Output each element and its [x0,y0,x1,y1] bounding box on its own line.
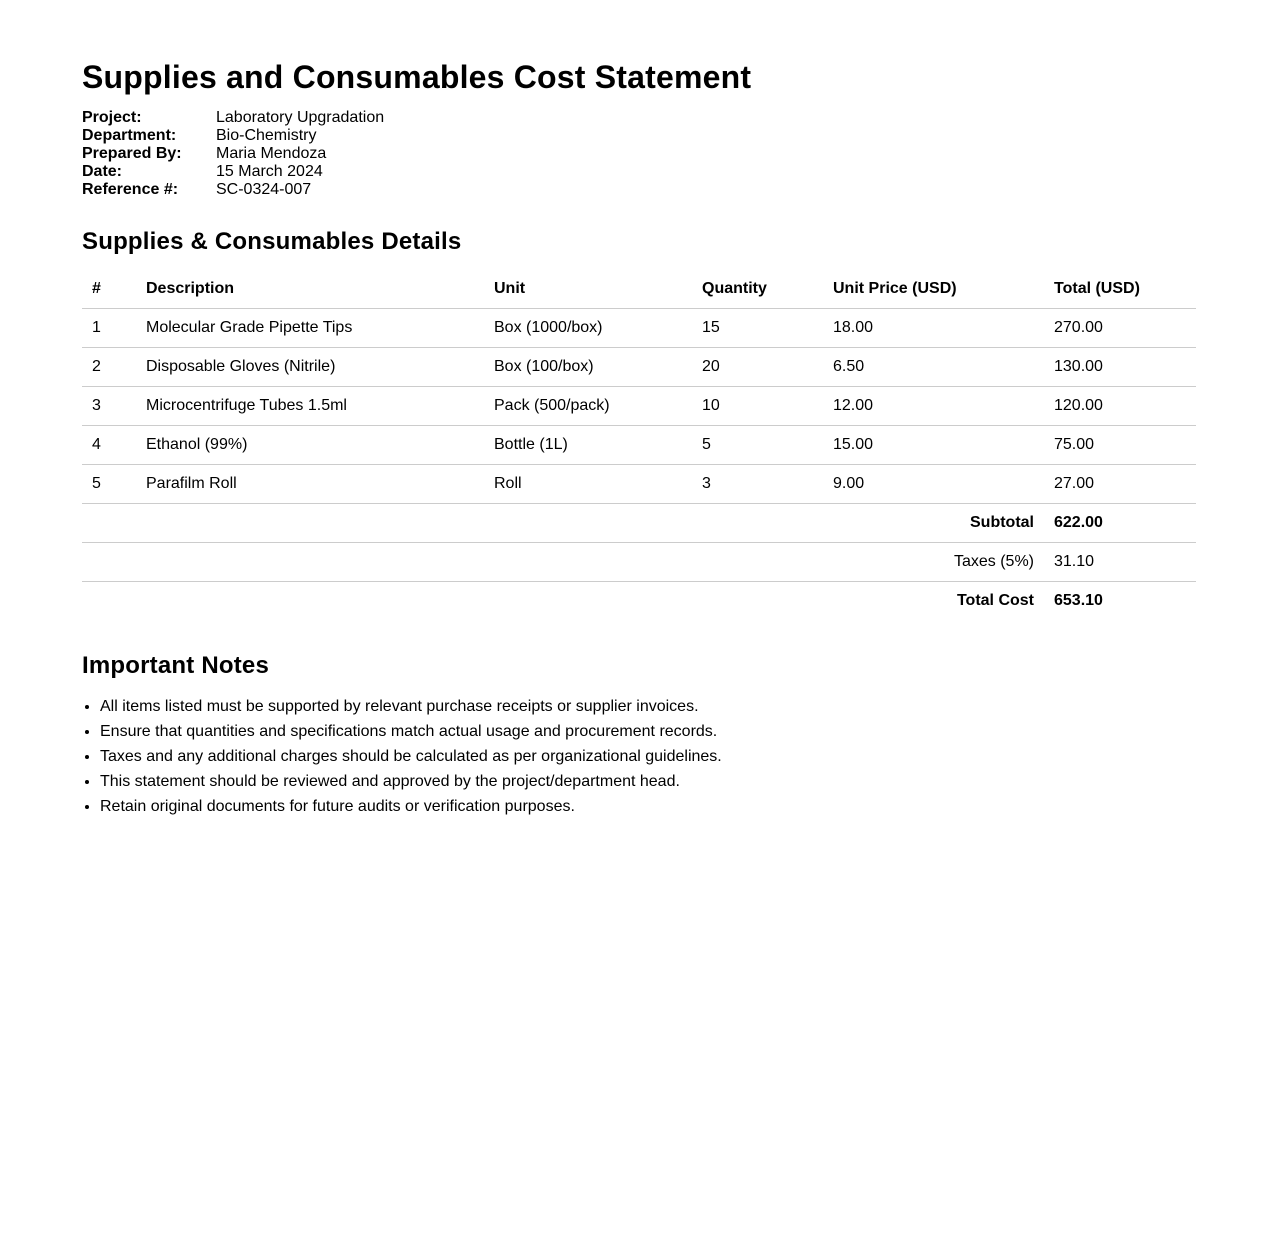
table-row [82,426,1196,465]
cell-total: 75.00 [1044,426,1196,465]
meta-value: Laboratory Upgradation [216,109,385,126]
total-cost-label: Total Cost [956,592,1034,609]
cell-quantity: 3 [692,465,823,504]
cell-unit-price: 6.50 [823,348,1044,387]
subtotal-row [82,504,1196,543]
meta-value: SC-0324-007 [216,181,312,198]
column-header-total: Total (USD) [1044,270,1196,309]
cell-unit-price: 15.00 [823,426,1044,465]
column-header-quantity: Quantity [692,270,823,309]
meta-row-project [82,109,1196,127]
page-title: Supplies and Consumables Cost Statement [82,59,752,95]
supplies-table [82,270,1196,620]
list-item: • This statement should be reviewed and approved by the project/department head. [100,769,1196,794]
table-row [82,309,1196,348]
taxes-row [82,543,1196,582]
meta-block [82,109,1196,199]
table-row [82,465,1196,504]
cell-description: Disposable Gloves (Nitrile) [136,348,484,387]
total-cost-row [82,582,1196,621]
taxes-value: 31.10 [1044,543,1196,582]
meta-row-reference [82,181,1196,199]
table-header-row [82,270,1196,309]
cell-total: 270.00 [1044,309,1196,348]
cell-number: 3 [82,387,136,426]
cell-number: 2 [82,348,136,387]
notes-heading: Important Notes [82,652,270,679]
meta-label: Date: [82,163,123,180]
column-header-description: Description [136,270,484,309]
cell-description: Parafilm Roll [136,465,484,504]
list-item: • Retain original documents for future audits or verification purposes. [100,794,1196,819]
cell-unit: Pack (500/pack) [484,387,692,426]
meta-value: 15 March 2024 [216,163,323,180]
cell-quantity: 5 [692,426,823,465]
cell-quantity: 10 [692,387,823,426]
cell-description: Microcentrifuge Tubes 1.5ml [136,387,484,426]
meta-value: Maria Mendoza [216,145,327,162]
cell-number: 4 [82,426,136,465]
cell-total: 130.00 [1044,348,1196,387]
list-item: • Ensure that quantities and specifications match actual usage and procurement records. [100,719,1196,744]
meta-label: Reference #: [82,181,179,198]
meta-label: Department: [82,127,177,144]
meta-row-prepared-by [82,145,1196,163]
total-cost-value: 653.10 [1054,592,1103,609]
cell-total: 120.00 [1044,387,1196,426]
document [82,58,1196,819]
column-header-unit-price: Unit Price (USD) [823,270,1044,309]
cell-unit-price: 12.00 [823,387,1044,426]
column-header-unit: Unit [484,270,692,309]
notes-list [82,694,1196,819]
column-header-number: # [82,270,136,309]
cell-quantity: 15 [692,309,823,348]
meta-label: Project: [82,109,142,126]
cell-description: Molecular Grade Pipette Tips [136,309,484,348]
table-row [82,348,1196,387]
cell-unit: Box (100/box) [484,348,692,387]
list-item: • All items listed must be supported by relevant purchase receipts or supplier invoices. [100,694,1196,719]
subtotal-value: 622.00 [1044,504,1196,543]
cell-number: 5 [82,465,136,504]
meta-row-date [82,163,1196,181]
cell-unit-price: 9.00 [823,465,1044,504]
table-row [82,387,1196,426]
cell-quantity: 20 [692,348,823,387]
list-item: • Taxes and any additional charges should be calculated as per organizational guidelines. [100,744,1196,769]
cell-total: 27.00 [1044,465,1196,504]
cell-number: 1 [82,309,136,348]
subtotal-label: Subtotal [82,504,1044,543]
cell-unit-price: 18.00 [823,309,1044,348]
meta-value: Bio-Chemistry [216,127,317,144]
cell-description: Ethanol (99%) [136,426,484,465]
cell-unit: Roll [484,465,692,504]
cell-unit: Bottle (1L) [484,426,692,465]
details-heading: Supplies & Consumables Details [82,228,462,255]
taxes-label: Taxes (5%) [82,543,1044,582]
meta-row-department [82,127,1196,145]
cell-unit: Box (1000/box) [484,309,692,348]
meta-label: Prepared By: [82,145,182,162]
